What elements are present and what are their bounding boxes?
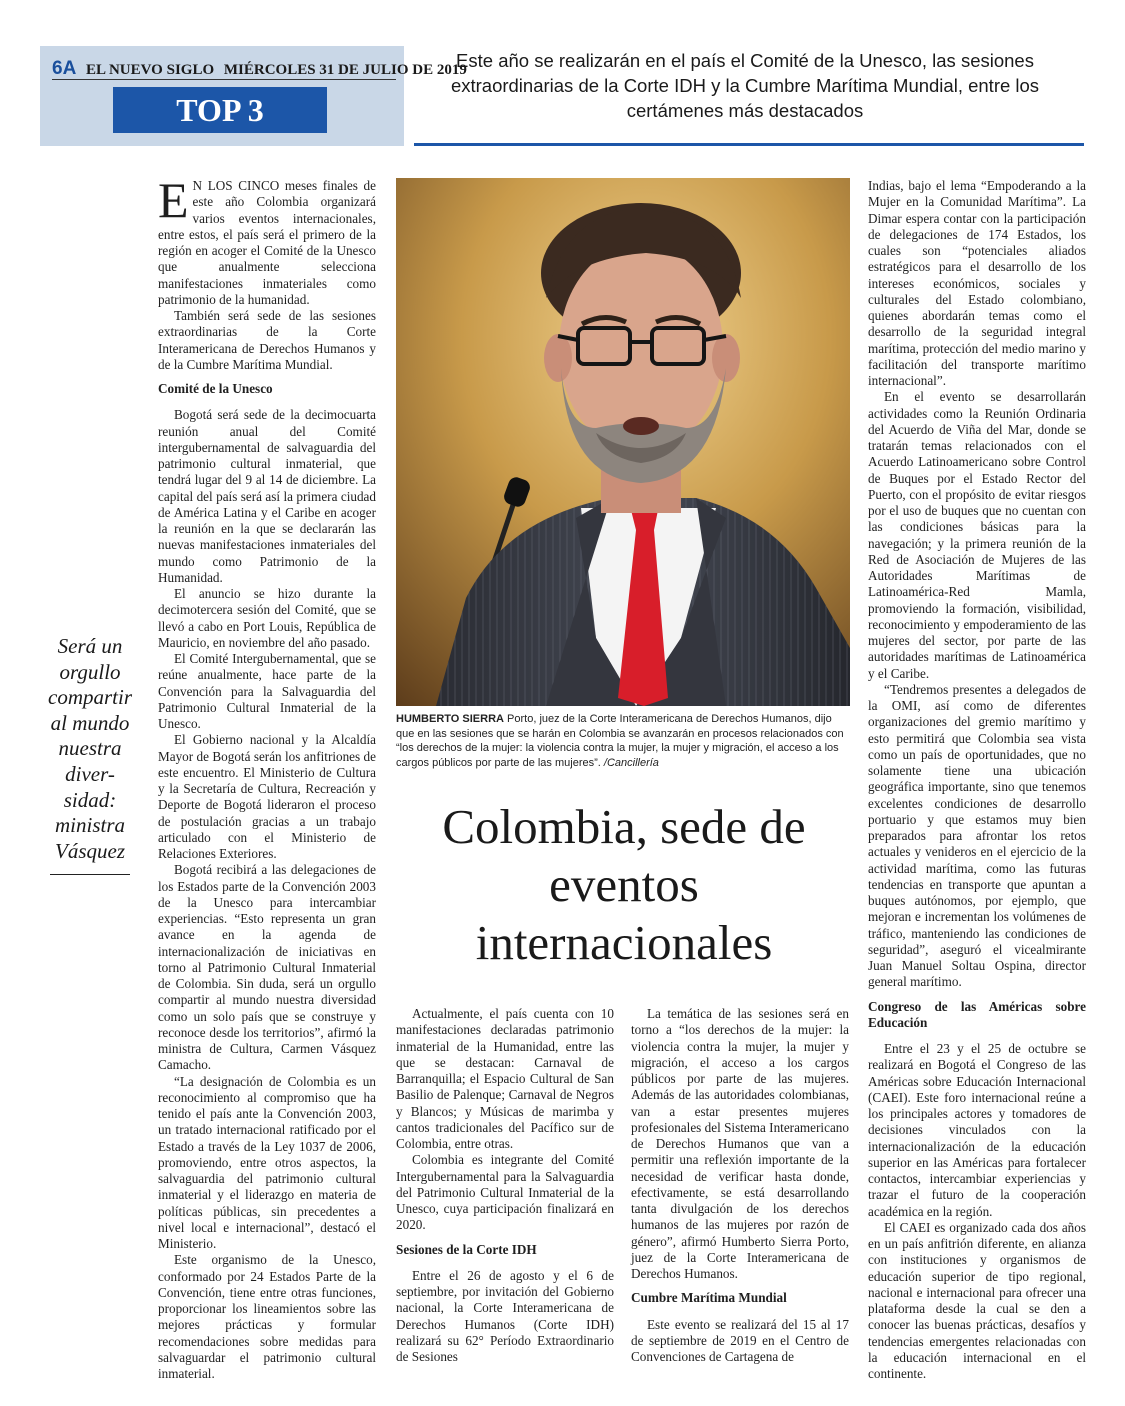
- drop-cap: E: [158, 172, 189, 228]
- paragraph: La temática de las sesiones será en torno a “los derechos de la mujer: la violencia contra la mujer, la mujer y migración, el acceso a los cargos públicos por parte de las mujeres. Además de las autoridades colombianas, van a estar presentes mujeres profesionales del Sistema Interamericano de Derechos Humanos que van a permitir una reflexión importante de la necesidad de verificar hasta donde, efectivamente, se está desarrollando tanta divulgación de los derechos humanos de las mujeres por razón de género”, afirmó Humberto Sierra Porto, juez de la Corte Interamericana de Derechos Humanos.: [631, 1006, 849, 1281]
- photo-caption: [396, 712, 850, 770]
- article-column-4: [868, 178, 1086, 1382]
- paragraph: Entre el 26 de agosto y el 6 de septiembre, por invitación del Gobierno nacional, la Corte Interamericana de Derechos Humanos (Corte IDH) realizará su 62° Período Extraordinario de Sesiones: [396, 1267, 614, 1364]
- paragraph: Colombia es integrante del Comité Intergubernamental para la Salvaguardia del Patrimonio Cultural Inmaterial de la Unesco, cuya participación finalizará en 2020.: [396, 1152, 614, 1233]
- paragraph: Este organismo de la Unesco, conformado por 24 Estados Parte de la Convención, tiene entre otras funciones, proporcionar los lineamientos sobre las mejores prácticas y formular recomendaciones sobre medidas para salvaguardar el patrimonio cultural inmaterial.: [158, 1252, 376, 1381]
- caption-text: Porto, juez de la Corte Interamericana de Derechos Humanos, dijo que en las sesiones que se harán en Colombia se avanzarán en procesos relacionados con “los derechos de la mujer: la violencia contra la mujer, la mujer y migración, el acceso a los cargos públicos por parte de las mujeres”.: [396, 713, 844, 769]
- paragraph: E N LOS CINCO meses finales de este año Colombia organizará varios eventos internacionales, entre estos, el país será el primero de la región en acoger el Comité de la Unesco que anualmente selecciona manifestaciones inmateriales como patrimonio de la humanidad.: [158, 172, 376, 307]
- paragraph: El Gobierno nacional y la Alcaldía Mayor de Bogotá serán los anfitriones de este encuentro. El Ministerio de Cultura y la Secretaría de Cultura, Recreación y Deporte de Bogotá lideraron el proceso de postulación gracias a un trabajo articulado con el Ministerio de Relaciones Exteriores.: [158, 732, 376, 861]
- paragraph: El anuncio se hizo durante la decimotercera sesión del Comité, que se llevó a cabo en Port Louis, República de Mauricio, en noviembre del año pasado.: [158, 586, 376, 650]
- paragraph: Bogotá será sede de la decimocuarta reunión anual del Comité intergubernamental de salvaguardia del patrimonio cultural inmaterial, que tendrá lugar del 9 al 14 de diciembre. La capital del país será así la primera ciudad de América Latina y el Caribe en acoger la reunión en la que se declararán las nuevas manifestaciones inmateriales del mundo como Patrimonio de la Humanidad.: [158, 407, 376, 585]
- article-column-2: [396, 1006, 614, 1365]
- article-column-3: [631, 1006, 849, 1365]
- header-rule: [52, 79, 396, 80]
- paragraph: El Comité Intergubernamental, que se reúne anualmente, hace parte de la Convención para la Salvaguardia del Patrimonio Cultural Inmaterial de la Unesco.: [158, 651, 376, 731]
- paragraph: Bogotá recibirá a las delegaciones de los Estados parte de la Convención 2003 de la Unesco para intercambiar experiencias. “Esto representa un gran avance en la agenda de internacionalización de iniciativas en torno al Patrimonio Cultural Inmaterial de Colombia. Sin duda, será un orgullo compartir al mundo nuestra diversidad como un solo país que se construye y reconoce desde los territorios”, afirmó la ministra de Cultura, Carmen Vásquez Camacho.: [158, 862, 376, 1073]
- paragraph: El CAEI es organizado cada dos años en un país anfitrión diferente, en alianza con instituciones y organismos de educación superior de tipo regional, nacional e internacional para ofrecer una plataforma desde la cual se den a conocer las buenas prácticas, desafíos y tendencias emergentes relacionadas con la educación internacional en el continente.: [868, 1219, 1086, 1381]
- paragraph: En el evento se desarrollarán actividades como la Reunión Ordinaria del Acuerdo de Viña del Mar, donde se tratarán temas relacionados con el Acuerdo Latinoamericano sobre Control de Buques por el Estado Rector del Puerto, con el propósito de evitar riesgos por el uso de buques que no cuentan con las condiciones básicas para la navegación; y la primera reunión de la Red de Asociación de Mujeres de las Autoridades Marítimas de Latinoamérica-Red Mamla, promoviendo la formación, visibilidad, reconocimiento y empoderamiento de las mujeres del sector, por parte de las autoridades marítimas de Latinoamérica y el Caribe.: [868, 389, 1086, 681]
- subheading: Comité de la Unesco: [158, 381, 273, 396]
- section-badge: TOP 3: [113, 87, 327, 133]
- paragraph: Este evento se realizará del 15 al 17 de septiembre de 2019 en el Centro de Convenciones de Cartagena de: [631, 1316, 849, 1364]
- paragraph: “Tendremos presentes a delegados de la OMI, así como de diferentes organizaciones del gremio marítimo y esto permitirá que Colombia sea vista como un país de oportunidades, que no solamente tiene una ubicación geográfica importante, sino que tenemos excelentes condiciones de desarrollo portuario y que estamos muy bien preparados para afrontar los retos actuales y venideros en el ejercicio de la actividad marítima, como las futuras tendencias en transporte que apuntan a buques autónomos, por ejemplo, que mejoran e incrementan los volúmenes de tráfico, manteniendo las condiciones de seguridad”, aseguró el vicealmirante Juan Manuel Soltau Ospina, director general marítimo.: [868, 681, 1086, 990]
- pull-quote-rule: [50, 874, 130, 875]
- subheading: Cumbre Marítima Mundial: [631, 1290, 787, 1306]
- subheadline: Este año se realizarán en el país el Comité de la Unesco, las sesiones extraordinarias de la Corte IDH y la Cumbre Marítima Mundial, entre los certámenes más destacados: [450, 50, 1040, 121]
- paragraph: Actualmente, el país cuenta con 10 manifestaciones declaradas patrimonio inmaterial de la Humanidad, entre las que se destacan: Carnaval de Barranquilla; el Espacio Cultural de San Basilio de Palenque; Carnaval de Negros y Blancos; y Músicas de marimba y cantos tradicionales del Pacífico sur de Colombia, entre otras.: [396, 1006, 614, 1151]
- paragraph: Indias, bajo el lema “Empoderando a la Mujer en la Comunidad Marítima”. La Dimar espera contar con la participación de delegaciones de 174 Estados, los cuales son “potenciales aliados estratégicos para el desarrollo de los intereses económicos, sociales y culturales del Estado colombiano, quienes abordarán temas como el desarrollo de la seguridad integral marítima, protección del medio marino y facilitación del transporte marítimo internacional”.: [868, 178, 1086, 388]
- paragraph: “La designación de Colombia es un reconocimiento al compromiso que ha tenido el país ante la Convención 2003, un tratado internacional ratificado por el Estado a través de la Ley 1037 de 2006, promoviendo, entre otros aspectos, la salvaguardia del patrimonio cultural inmaterial y el liderazgo en materia de políticas públicas, sin precedentes a nivel local e internacional”, destacó el Ministerio.: [158, 1073, 376, 1251]
- article-headline: Colombia, sede de eventos internacionales: [442, 799, 806, 970]
- article-photo: [396, 178, 850, 706]
- issue-date: MIÉRCOLES 31 DE JULIO DE 2019: [223, 62, 467, 78]
- page-number: 6A: [52, 58, 77, 79]
- caption-name: HUMBERTO SIERRA: [396, 713, 504, 725]
- pull-quote: Será un orgullo compartir al mundo nuestra diver-sidad: ministra Vásquez: [48, 634, 132, 863]
- paragraph: Entre el 23 y el 25 de octubre se realizará en Bogotá el Congreso de las Américas sobre Educación Internacional (CAEI). Este foro internacional reúne a los principales actores y tomadores de decisiones vinculados con la internacionalización de la educación superior en las Américas para fortalecer contactos, intercambiar experiencias y trazar el futuro de la cooperación académica en la región.: [868, 1041, 1086, 1219]
- article-column-1: [158, 172, 376, 1382]
- subheading: Congreso de las Américas sobre Educación: [868, 998, 1086, 1030]
- header-line: [52, 58, 467, 80]
- subhead-rule: [414, 143, 1084, 146]
- subheading: Sesiones de la Corte IDH: [396, 1241, 537, 1257]
- caption-credit: /Cancillería: [600, 756, 659, 769]
- newspaper-name: EL NUEVO SIGLO: [86, 62, 215, 78]
- paragraph: También será sede de las sesiones extraordinarias de la Corte Interamericana de Derechos Humanos y de la Cumbre Marítima Mundial.: [158, 308, 376, 372]
